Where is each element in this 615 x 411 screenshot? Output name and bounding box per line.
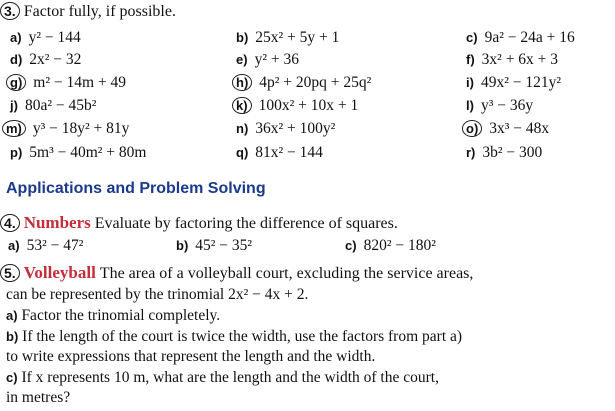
q3-item-h: h) 4p² + 20pq + 25q²: [236, 74, 371, 92]
q5-part-b-line-1: b) If the length of the court is twice the width, use the factors from part a): [6, 328, 463, 345]
q3-item-k: k) 100x² + 10x + 1: [236, 97, 358, 115]
q5-part-c-line-1: c) If x represents 10 m, what are the length and the width of the court,: [6, 369, 439, 386]
q3-item-f: f) 3x² + 6x + 3: [466, 51, 559, 68]
q3-item-d: d) 2x² − 32: [10, 51, 82, 68]
q4-item-a: a) 53² − 47²: [8, 237, 84, 254]
q3-item-l: l) y³ − 36y: [466, 97, 534, 114]
question-3-header: [4, 3, 176, 21]
q5-part-b-line-2: to write expressions that represent the length and the width.: [6, 348, 376, 365]
q5-part-c-line-2: in metres?: [6, 389, 71, 406]
question-5-number: 5.: [0, 264, 20, 282]
q4-item-b: b) 45² − 35²: [176, 237, 253, 254]
question-4-number: 4.: [0, 214, 20, 232]
question-5-intro-2: can be represented by the trinomial 2x² − 4x + 2.: [6, 286, 309, 303]
q3-item-c: c) 9a² − 24a + 16: [466, 29, 575, 46]
q4-item-c: c) 820² − 180²: [345, 237, 436, 254]
question-5-intro-1: The area of a volleyball court, excluding the service areas,: [99, 265, 474, 282]
q3-item-m: m) y³ − 18y² + 81y: [6, 120, 129, 138]
question-4-prompt: Evaluate by factoring the difference of squares.: [94, 215, 398, 232]
q3-item-a: a) y² − 144: [10, 29, 81, 46]
q3-item-e: e) y² + 36: [236, 51, 299, 68]
q3-item-o: o) 3x³ − 48x: [466, 120, 549, 138]
question-5-title: Volleyball: [23, 263, 96, 282]
q3-item-i: i) 49x² − 121y²: [466, 74, 561, 91]
q3-item-n: n) 36x² + 100y²: [236, 120, 336, 137]
section-heading: Applications and Problem Solving: [6, 180, 266, 197]
q3-item-p: p) 5m³ − 40m² + 80m: [10, 144, 147, 161]
q3-item-r: r) 3b² − 300: [466, 144, 543, 161]
question-5-header: [4, 263, 473, 283]
question-4-header: [4, 213, 398, 233]
q3-item-j: j) 80a² − 45b²: [10, 97, 97, 114]
q3-item-q: q) 81x² − 144: [236, 144, 323, 161]
q5-part-a: a) Factor the trinomial completely.: [6, 307, 221, 324]
question-3-number: 3.: [0, 2, 20, 20]
q3-item-b: b) 25x² + 5y + 1: [236, 29, 340, 46]
q3-item-g: g) m² − 14m + 49: [10, 74, 126, 92]
question-3-prompt: Factor fully, if possible.: [23, 3, 176, 20]
question-4-title: Numbers: [23, 213, 91, 232]
